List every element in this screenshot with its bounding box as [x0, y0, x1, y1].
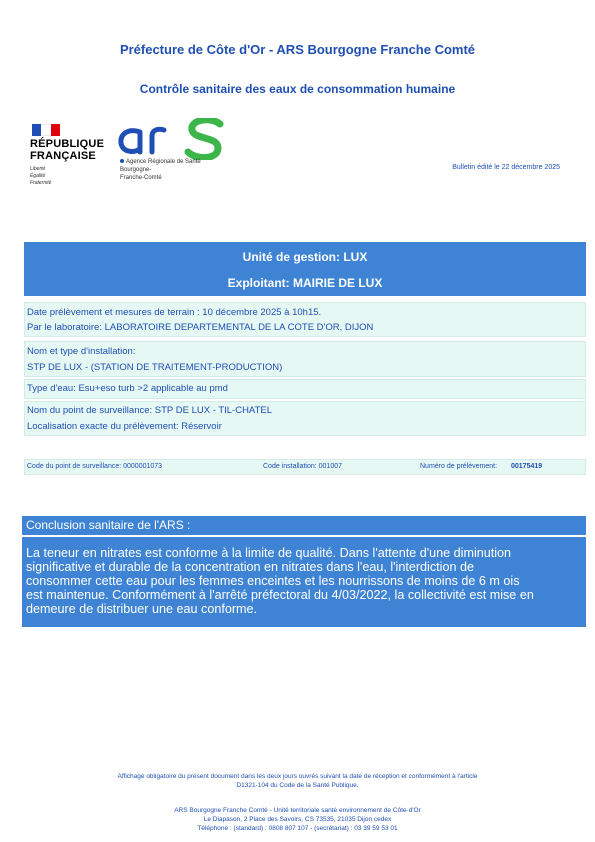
- conclusion-heading: Conclusion sanitaire de l'ARS :: [22, 516, 586, 535]
- conclusion-line: significative et durable de la concentration en nitrates dans l'eau, l'interdiction de: [26, 560, 474, 574]
- numero-prelevement-label: Numéro de prélèvement:: [420, 463, 498, 470]
- point-surveillance: Nom du point de surveillance: STP DE LUX - TIL-CHATEL: [27, 405, 272, 416]
- unite-gestion: Unité de gestion: LUX: [242, 250, 368, 264]
- gestion-box: [24, 242, 586, 296]
- conclusion-line: demeure de distribuer une eau conforme.: [26, 602, 258, 616]
- document-subtitle: Contrôle sanitaire des eaux de consommation humaine: [139, 82, 456, 96]
- footer-address-line: Le Diapason, 2 Place des Savoirs, CS 73535, 21035 Dijon cedex: [203, 816, 392, 823]
- conclusion-line: est maintenue. Conformément à l'arrêté préfectoral du 4/03/2022, la collectivité est mise en: [26, 588, 534, 602]
- rf-line-2: FRANÇAISE: [30, 150, 96, 162]
- rf-motto-3: Fraternité: [30, 180, 52, 186]
- prelevement-laboratoire: Par le laboratoire: LABORATOIRE DEPARTEMENTAL DE LA COTE D'OR, DIJON: [27, 322, 374, 333]
- codes-bar: [24, 459, 586, 475]
- numero-prelevement-value: 00175419: [511, 463, 543, 470]
- rf-motto-2: Égalité: [30, 173, 46, 179]
- installation-label: Nom et type d'installation:: [27, 346, 136, 357]
- ars-sub-line-1: Agence Régionale de Santé: [126, 159, 201, 165]
- ars-logo: [118, 118, 228, 190]
- republique-francaise-logo: [30, 124, 110, 199]
- ars-sub-line-3: Franche-Comté: [120, 175, 162, 181]
- french-flag-icon: [32, 124, 60, 136]
- prelevement-box: [24, 302, 586, 337]
- ars-wordmark-icon: [118, 118, 228, 160]
- code-point-surveillance: Code du point de surveillance: 0000001073: [27, 463, 163, 470]
- republique-francaise-text: [30, 138, 104, 162]
- installation-value: STP DE LUX - (STATION DE TRAITEMENT-PRODUCTION): [27, 362, 283, 373]
- ars-dot-icon: [120, 159, 124, 163]
- footer-address-line: Téléphone : (standard) : 0808 807 107 - (secrétariat) : 03 39 59 53 01: [197, 825, 398, 832]
- conclusion-line: consommer cette eau pour les femmes enceintes et les nourrissons de moins de 6 m ois: [26, 574, 520, 588]
- ars-sub-line-2: Bourgogne-: [120, 167, 152, 173]
- code-installation: Code installation: 001007: [263, 463, 343, 470]
- conclusion-line: La teneur en nitrates est conforme à la limite de qualité. Dans l'attente d'une diminution: [26, 546, 512, 560]
- footer-address: [60, 806, 535, 833]
- footer-notice-line: D1321-104 du Code de la Santé Publique.: [236, 782, 359, 789]
- document-title: Préfecture de Côte d'Or - ARS Bourgogne Franche Comté: [119, 42, 476, 57]
- exploitant: Exploitant: MAIRIE DE LUX: [227, 276, 383, 290]
- type-eau: Type d'eau: Esu+eso turb >2 applicable au pmd: [27, 383, 228, 394]
- ars-subtitle: [120, 158, 201, 182]
- localisation-prelevement: Localisation exacte du prélèvement: Réservoir: [27, 421, 222, 432]
- footer-address-line: ARS Bourgogne Franche Comté - Unité territoriale santé environnement de Côte-d'Or: [174, 807, 421, 814]
- footer-notice: [60, 772, 535, 790]
- bulletin-date: Bulletin édité le 22 décembre 2025: [452, 164, 560, 171]
- rf-line-1: RÉPUBLIQUE: [30, 138, 105, 150]
- installation-box: [24, 341, 586, 377]
- conclusion-body: [22, 537, 586, 627]
- type-eau-box: [24, 379, 586, 399]
- surveillance-box: [24, 401, 586, 436]
- footer-notice-line: Affichage obligatoire du présent document dans les deux jours ouvrés suivant la date de réception et conformément à l'article: [117, 773, 478, 780]
- prelevement-date: Date prélèvement et mesures de terrain : 10 décembre 2025 à 10h15.: [27, 307, 322, 318]
- rf-motto: [30, 166, 51, 187]
- rf-motto-1: Liberté: [30, 166, 46, 172]
